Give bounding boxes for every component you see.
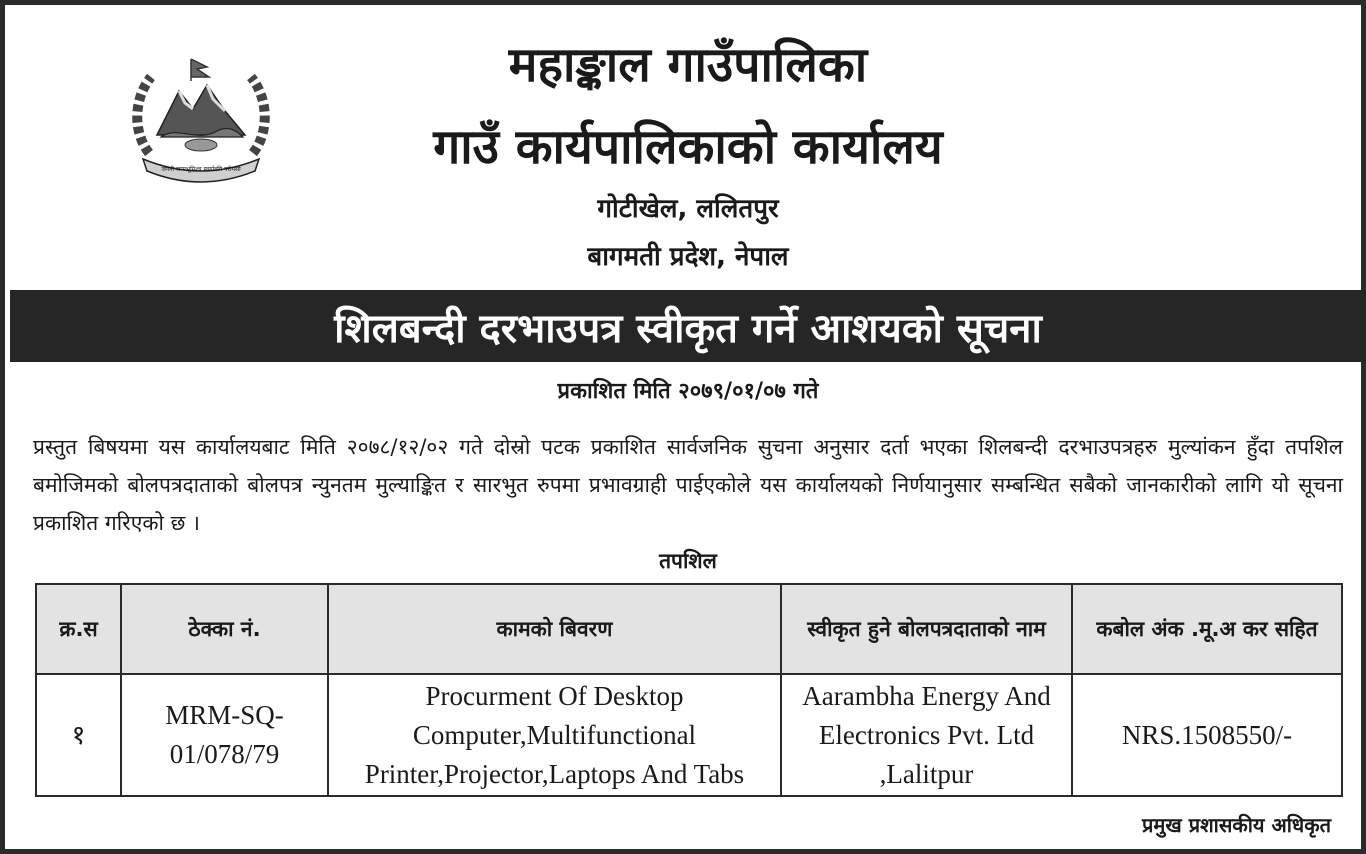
cell-work-description: Procurment Of Desktop Computer,Multifunctional Printer,Projector,Laptops And Tabs [328, 674, 781, 796]
notice-body: प्रस्तुत बिषयमा यस कार्यालयबाट मिति २०७८/१२/०२ गते दोस्रो पटक प्रकाशित सार्वजनिक सुचना अनुसार दर्ता भएका शिलबन्दी दरभाउपत्रहरु मुल्यांकन हुँदा तपशिल बमोजिमको बोलपत्रदाताको बोलपत्र न्युनतम मुल्याङ्कित र सारभुत रुपमा प्रभावग्राही पाईएकोले यस कार्यालयको निर्णयानुसार सम्बन्धित सबैको जानकारीको लागि यो सूचना प्रकाशित गरिएको छ । [33, 435, 1343, 535]
municipality-name: महाङ्काल गाउँपालिका [508, 37, 868, 93]
header-bidder-name: स्वीकृत हुने बोलपत्रदाताको नाम [781, 584, 1072, 674]
published-date: प्रकाशित मिति २०७९/०१/०७ गते [557, 379, 819, 404]
tender-table [35, 583, 1343, 797]
cell-serial: १ [36, 674, 121, 796]
cell-contract-no: MRM-SQ-01/078/79 [121, 674, 328, 796]
schedule-heading: तपशिल [659, 549, 717, 573]
notice-title-banner [10, 290, 1366, 362]
header-contract-no: ठेक्का नं. [121, 584, 328, 674]
address-line-2: बागमती प्रदेश, नेपाल [587, 242, 789, 272]
header-serial: क्र.स [36, 584, 121, 674]
cell-bid-amount: NRS.1508550/- [1072, 674, 1342, 796]
address-line-1: गोटीखेल, ललितपुर [597, 194, 779, 224]
header-bid-amount: कबोल अंक .मू.अ कर सहित [1072, 584, 1342, 674]
cell-bidder-name: Aarambha Energy And Electronics Pvt. Ltd ,Lalitpur [781, 674, 1072, 796]
signatory: प्रमुख प्रशासकीय अधिकृत [1142, 813, 1331, 837]
table-row [36, 674, 1342, 796]
header-work-description: कामको बिवरण [328, 584, 781, 674]
notice-title: शिलबन्दी दरभाउपत्र स्वीकृत गर्ने आशयको सूचना [334, 305, 1042, 352]
emblem-motto: जननी जन्मभूमिश्च स्वर्गादपि गरीयसी [161, 166, 241, 173]
table-header-row [36, 584, 1342, 674]
office-name: गाउँ कार्यपालिकाको कार्यालय [433, 119, 943, 175]
